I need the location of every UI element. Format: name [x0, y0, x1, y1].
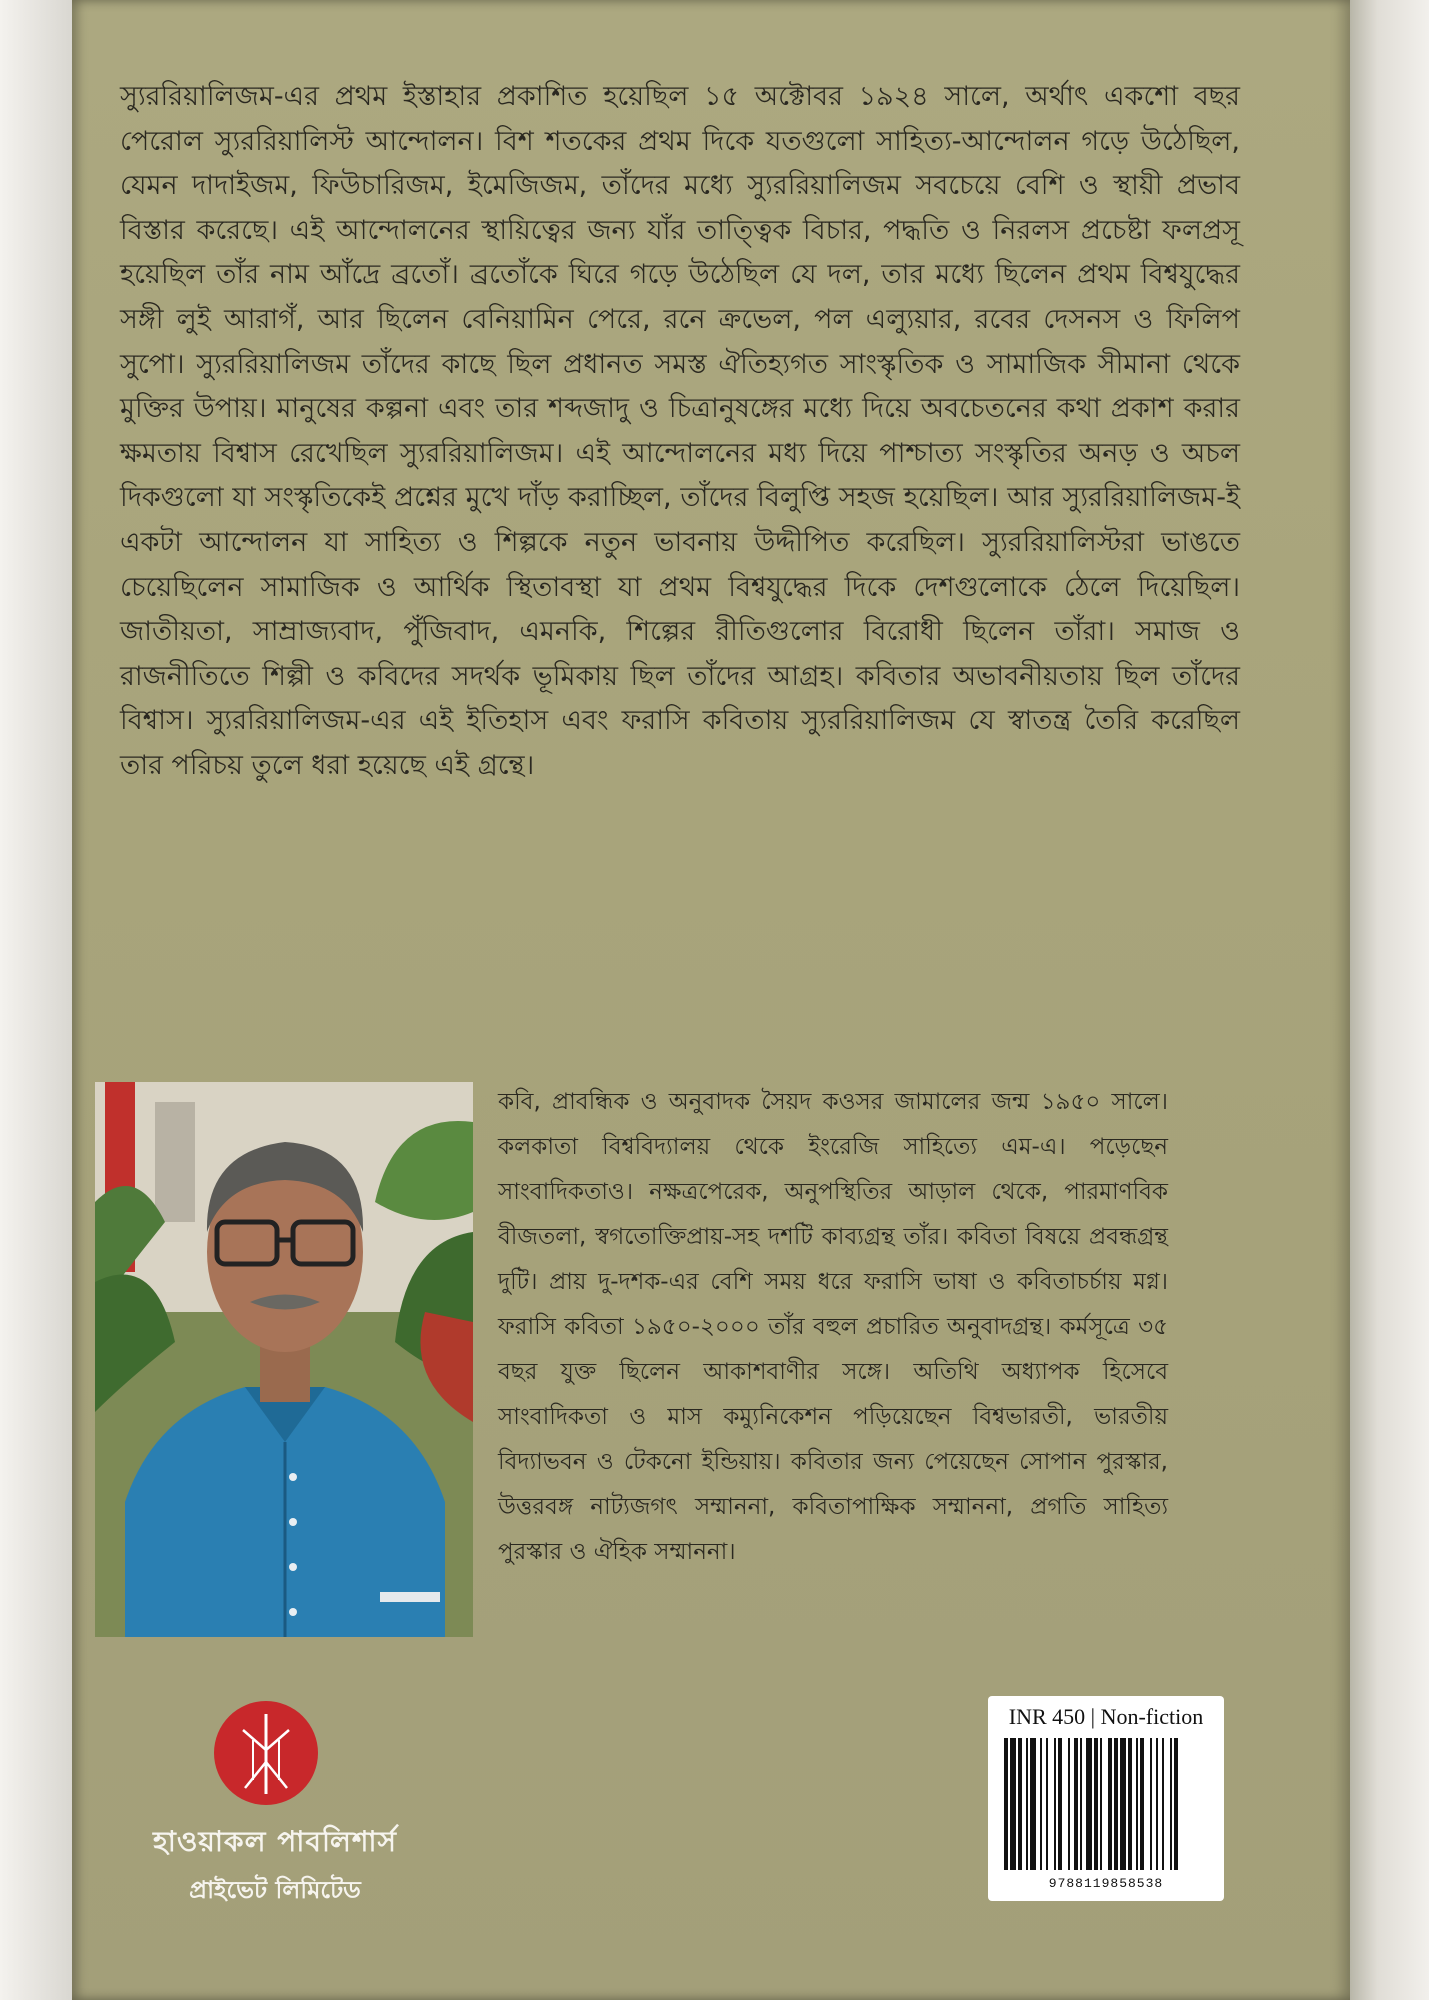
author-photo — [95, 1082, 473, 1637]
book-page-edge-right — [1350, 0, 1429, 2000]
isbn-number: 9788119858538 — [1048, 1876, 1164, 1891]
publisher-logo-icon — [213, 1700, 319, 1810]
barcode-icon — [1002, 1738, 1210, 1874]
price-category: INR 450 | Non-fiction — [1008, 1704, 1204, 1729]
publisher-name: হাওয়াকল পাবলিশার্স — [152, 1825, 398, 1858]
book-blurb: স্যুররিয়ালিজম-এর প্রথম ইস্তাহার প্রকাশিত হয়েছিল ১৫ অক্টোবর ১৯২৪ সালে, অর্থাৎ একশো বছর পেরোল স্যুররিয়ালিস্ট আন্দোলন। বিশ শতকের প্রথম দিকে যতগুলো সাহিত্য-আন্দোলন গড়ে উঠেছিল, যেমন দাদাইজম, ফিউচারিজম, ইমেজিজম, তাঁদের মধ্যে স্যুররিয়ালিজম সবচেয়ে বেশি ও স্থায়ী প্রভাব বিস্তার করেছে। এই আন্দোলনের স্থায়িত্বের জন্য যাঁর তাত্ত্বিক বিচার, পদ্ধতি ও নিরলস প্রচেষ্টা ফলপ্রসূ হয়েছিল তাঁর নাম আঁদ্রে ব্রতোঁ। ব্রতোঁকে ঘিরে গড়ে উঠেছিল যে দল, তার মধ্যে ছিলেন প্রথম বিশ্বযুদ্ধের সঙ্গী লুই আরাগঁ, আর ছিলেন বেনিয়ামিন পেরে, রনে ক্রভেল, পল এল্যুয়ার, রবের দেসনস ও ফিলিপ সুপো। স্যুররিয়ালিজম তাঁদের কাছে ছিল প্রধানত সমস্ত ঐতিহ্যগত সাংস্কৃতিক ও সামাজিক সীমানা থেকে মুক্তির উপায়। মানুষের কল্পনা এবং তার শব্দজাদু ও চিত্রানুষঙ্গের মধ্যে দিয়ে অবচেতনের কথা প্রকাশ করার ক্ষমতায় বিশ্বাস রেখেছিল স্যুররিয়ালিজম। এই আন্দোলনের মধ্য দিয়ে পাশ্চাত্য সংস্কৃতির অনড় ও অচল দিকগুলো যা সংস্কৃতিকেই প্রশ্নের মুখে দাঁড় করাচ্ছিল, তাঁদের বিলুপ্তি সহজ হয়েছিল। আর স্যুররিয়ালিজম-ই একটা আন্দোলন যা সাহিত্য ও শিল্পকে নতুন ভাবনায় উদ্দীপিত করেছিল। স্যুররিয়ালিস্টরা ভাঙতে চেয়েছিলেন সামাজিক ও আর্থিক স্থিতাবস্থা যা প্রথম বিশ্বযুদ্ধের দিকে দেশগুলোকে ঠেলে দিয়েছিল। জাতীয়তা, সাম্রাজ্যবাদ, পুঁজিবাদ, এমনকি, শিল্পের রীতিগুলোর বিরোধী ছিলেন তাঁরা। সমাজ ও রাজনীতিতে শিল্পী ও কবিদের সদর্থক ভূমিকায় ছিল তাঁদের আগ্রহ। কবিতার অভাবনীয়তায় ছিল তাঁদের বিশ্বাস। স্যুররিয়ালিজম-এর এই ইতিহাস এবং ফরাসি কবিতায় স্যুররিয়ালিজম যে স্বাতন্ত্র তৈরি করেছিল তার পরিচয় তুলে ধরা হয়েছে এই গ্রন্থে। — [120, 81, 1240, 781]
author-bio: কবি, প্রাবন্ধিক ও অনুবাদক সৈয়দ কওসর জামালের জন্ম ১৯৫০ সালে। কলকাতা বিশ্ববিদ্যালয় থেকে ইংরেজি সাহিত্যে এম-এ। পড়েছেন সাংবাদিকতাও। নক্ষত্রপেরেক, অনুপস্থিতির আড়াল থেকে, পারমাণবিক বীজতলা, স্বগতোক্তিপ্রায়-সহ দশটি কাব্যগ্রন্থ তাঁর। কবিতা বিষয়ে প্রবন্ধগ্রন্থ দুটি। প্রায় দু-দশক-এর বেশি সময় ধরে ফরাসি ভাষা ও কবিতাচর্চায় মগ্ন। ফরাসি কবিতা ১৯৫০-২০০০ তাঁর বহুল প্রচারিত অনুবাদগ্রন্থ। কর্মসূত্রে ৩৫ বছর যুক্ত ছিলেন আকাশবাণীর সঙ্গে। অতিথি অধ্যাপক হিসেবে সাংবাদিকতা ও মাস কম্যুনিকেশন পড়িয়েছেন বিশ্বভারতী, ভারতীয় বিদ্যাভবন ও টেকনো ইন্ডিয়ায়। কবিতার জন্য পেয়েছেন সোপান পুরস্কার, উত্তরবঙ্গ নাট্যজগৎ সম্মাননা, কবিতাপাক্ষিক সম্মাননা, প্রগতি সাহিত্য পুরস্কার ও ঐহিক সম্মাননা। — [498, 1089, 1168, 1565]
book-page-edge-left — [0, 0, 72, 2000]
publisher-subtitle: প্রাইভেট লিমিটেড — [189, 1876, 361, 1904]
barcode-label — [988, 1696, 1224, 1901]
